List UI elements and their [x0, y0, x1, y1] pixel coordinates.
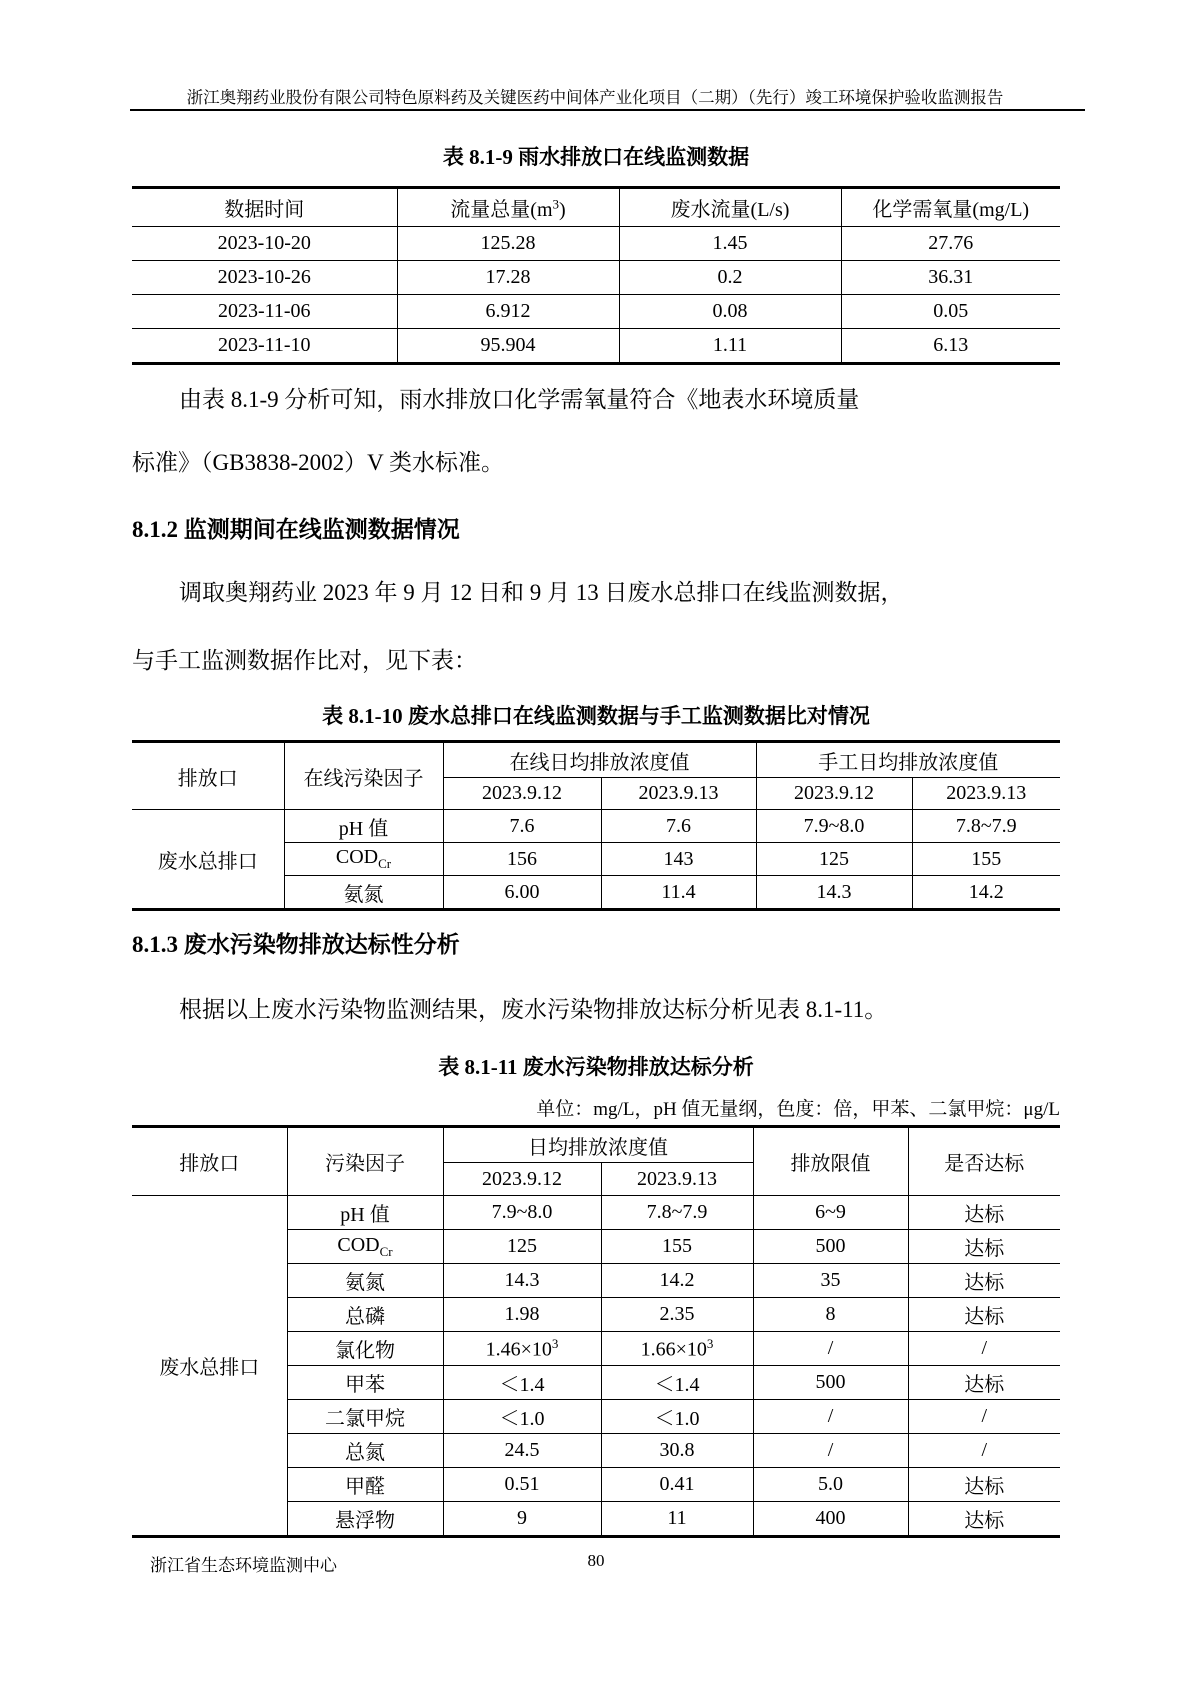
factor-text: COD: [337, 1233, 380, 1256]
col-header-outlet: 排放口: [132, 1127, 287, 1196]
section-heading-8-1-2: 8.1.2 监测期间在线监测数据情况: [132, 517, 460, 542]
outlet-cell: 废水总排口: [132, 810, 284, 910]
table-cell: 14.3: [443, 1264, 601, 1298]
col-header-date: 2023.9.13: [601, 778, 756, 810]
factor-cell: 总磷: [287, 1298, 443, 1332]
table-cell: 7.8~7.9: [601, 1196, 753, 1230]
table-10-title: 表 8.1-10 废水总排口在线监测数据与手工监测数据比对情况: [322, 704, 870, 728]
table-cell: 0.51: [443, 1468, 601, 1502]
header-rule: [130, 109, 1085, 111]
limit-cell: /: [753, 1332, 908, 1366]
table-cell: 7.6: [443, 810, 601, 843]
table-cell: 7.9~8.0: [443, 1196, 601, 1230]
table-cell: [601, 1332, 753, 1366]
factor-cell: pH 值: [284, 810, 443, 843]
table-11: [132, 1125, 1060, 1538]
table-cell: 1.11: [619, 329, 841, 364]
col-header-online-factor: 在线污染因子: [284, 742, 443, 810]
pass-cell: 达标: [908, 1264, 1060, 1298]
section-heading-8-1-3: 8.1.3 废水污染物排放达标性分析: [132, 932, 460, 957]
table-cell: 6.00: [443, 876, 601, 910]
table-cell: 125: [756, 843, 912, 876]
table-10: [132, 740, 1060, 911]
table-cell: 2023-10-20: [132, 227, 397, 261]
table-cell: [443, 1332, 601, 1366]
paragraph-line: 调取奥翔药业 2023 年 9 月 12 日和 9 月 13 日废水总排口在线监测数据，: [179, 580, 904, 605]
pass-cell: /: [908, 1332, 1060, 1366]
table-row: [132, 810, 1060, 843]
limit-cell: 5.0: [753, 1468, 908, 1502]
table-9-title: 表 8.1-9 雨水排放口在线监测数据: [442, 145, 750, 169]
superscript: 3: [706, 1335, 714, 1351]
limit-cell: 35: [753, 1264, 908, 1298]
table-row: [132, 295, 1060, 329]
factor-cell: 悬浮物: [287, 1502, 443, 1537]
table-cell: 155: [912, 843, 1060, 876]
table-cell: ＜1.0: [601, 1400, 753, 1434]
factor-cell: 总氮: [287, 1434, 443, 1468]
table-cell: ＜1.4: [443, 1366, 601, 1400]
factor-cell: 二氯甲烷: [287, 1400, 443, 1434]
table-cell: 125: [443, 1230, 601, 1264]
footer-page-number: 80: [587, 1551, 605, 1570]
paragraph-line: 与手工监测数据作比对，见下表：: [132, 648, 477, 673]
table-cell: 6.912: [397, 295, 619, 329]
table-cell: 0.41: [601, 1468, 753, 1502]
table-cell: 7.6: [601, 810, 756, 843]
group-header-manual: 手工日均排放浓度值: [756, 742, 1060, 778]
col-header-date: 2023.9.12: [756, 778, 912, 810]
table-cell: 2.35: [601, 1298, 753, 1332]
table-cell: 95.904: [397, 329, 619, 364]
limit-cell: /: [753, 1434, 908, 1468]
table-cell: 36.31: [841, 261, 1060, 295]
pass-cell: 达标: [908, 1298, 1060, 1332]
table-cell: 24.5: [443, 1434, 601, 1468]
group-header-online: 在线日均排放浓度值: [443, 742, 756, 778]
col-header-date: 2023.9.12: [443, 778, 601, 810]
col-header-time: 数据时间: [132, 188, 397, 227]
table-cell: 0.05: [841, 295, 1060, 329]
col-header-total-flow-close: ): [559, 199, 566, 221]
table-cell: 9: [443, 1502, 601, 1537]
col-header-total-flow-text: 流量总量(m: [450, 199, 553, 221]
table-cell: 143: [601, 843, 756, 876]
table-cell: 17.28: [397, 261, 619, 295]
table-cell: 0.08: [619, 295, 841, 329]
col-header-pass: 是否达标: [908, 1127, 1060, 1196]
value-text: 1.66×10: [640, 1338, 707, 1361]
group-header-daily: 日均排放浓度值: [443, 1127, 753, 1163]
table-cell: 0.2: [619, 261, 841, 295]
limit-cell: /: [753, 1400, 908, 1434]
limit-cell: 500: [753, 1230, 908, 1264]
factor-cell: 甲醛: [287, 1468, 443, 1502]
col-header-rate: 废水流量(L/s): [619, 188, 841, 227]
table-cell: 125.28: [397, 227, 619, 261]
superscript: 3: [551, 1335, 559, 1351]
col-header-outlet: 排放口: [132, 742, 284, 810]
table-cell: 156: [443, 843, 601, 876]
table-9: [132, 186, 1060, 365]
pass-cell: 达标: [908, 1366, 1060, 1400]
col-header-factor: 污染因子: [287, 1127, 443, 1196]
factor-cell: [284, 843, 443, 876]
pass-cell: /: [908, 1434, 1060, 1468]
pass-cell: 达标: [908, 1230, 1060, 1264]
table-11-title: 表 8.1-11 废水污染物排放达标分析: [438, 1055, 754, 1079]
unit-note: 单位：mg/L，pH 值无量纲，色度：倍，甲苯、二氯甲烷：μg/L: [536, 1099, 1060, 1120]
pass-cell: 达标: [908, 1502, 1060, 1537]
pass-cell: /: [908, 1400, 1060, 1434]
factor-cell: 甲苯: [287, 1366, 443, 1400]
factor-cell: [287, 1230, 443, 1264]
col-header-date: 2023.9.13: [601, 1163, 753, 1196]
subscript: Cr: [378, 856, 392, 871]
page-header-text: 浙江奥翔药业股份有限公司特色原料药及关键医药中间体产业化项目（二期）（先行）竣工环境保护验收监测报告: [186, 88, 1004, 107]
col-header-cod: 化学需氧量(mg/L): [841, 188, 1060, 227]
table-row: [132, 261, 1060, 295]
factor-cell: 氯化物: [287, 1332, 443, 1366]
table-cell: 11.4: [601, 876, 756, 910]
table-cell: 14.3: [756, 876, 912, 910]
factor-cell: 氨氮: [284, 876, 443, 910]
table-cell: ＜1.4: [601, 1366, 753, 1400]
col-header-date: 2023.9.13: [912, 778, 1060, 810]
paragraph-line: 标准》（GB3838-2002）V 类水标准。: [132, 450, 505, 475]
table-cell: 14.2: [601, 1264, 753, 1298]
outlet-cell: 废水总排口: [132, 1196, 287, 1537]
limit-cell: 400: [753, 1502, 908, 1537]
table-cell: 1.45: [619, 227, 841, 261]
table-cell: 6.13: [841, 329, 1060, 364]
col-header-total-flow: [397, 188, 619, 227]
limit-cell: 8: [753, 1298, 908, 1332]
factor-cell: pH 值: [287, 1196, 443, 1230]
subscript: Cr: [379, 1243, 393, 1259]
paragraph-line: 由表 8.1-9 分析可知，雨水排放口化学需氧量符合《地表水环境质量: [179, 387, 860, 412]
table-cell: 7.9~8.0: [756, 810, 912, 843]
table-cell: 2023-11-06: [132, 295, 397, 329]
table-row: [132, 227, 1060, 261]
col-header-limit: 排放限值: [753, 1127, 908, 1196]
table-cell: 7.8~7.9: [912, 810, 1060, 843]
table-cell: 27.76: [841, 227, 1060, 261]
table-cell: ＜1.0: [443, 1400, 601, 1434]
table-row: [132, 1196, 1060, 1230]
limit-cell: 500: [753, 1366, 908, 1400]
table-cell: 11: [601, 1502, 753, 1537]
superscript: 3: [552, 196, 560, 212]
table-cell: 155: [601, 1230, 753, 1264]
col-header-date: 2023.9.12: [443, 1163, 601, 1196]
table-cell: 2023-10-26: [132, 261, 397, 295]
table-cell: 2023-11-10: [132, 329, 397, 364]
limit-cell: 6~9: [753, 1196, 908, 1230]
factor-text: COD: [335, 846, 379, 868]
table-cell: 30.8: [601, 1434, 753, 1468]
table-cell: 14.2: [912, 876, 1060, 910]
value-text: 1.46×10: [485, 1338, 552, 1361]
footer-organization: 浙江省生态环境监测中心: [150, 1556, 337, 1575]
paragraph-line: 根据以上废水污染物监测结果，废水污染物排放达标分析见表 8.1-11。: [179, 997, 888, 1022]
pass-cell: 达标: [908, 1196, 1060, 1230]
table-row: [132, 329, 1060, 364]
factor-cell: 氨氮: [287, 1264, 443, 1298]
pass-cell: 达标: [908, 1468, 1060, 1502]
table-cell: 1.98: [443, 1298, 601, 1332]
